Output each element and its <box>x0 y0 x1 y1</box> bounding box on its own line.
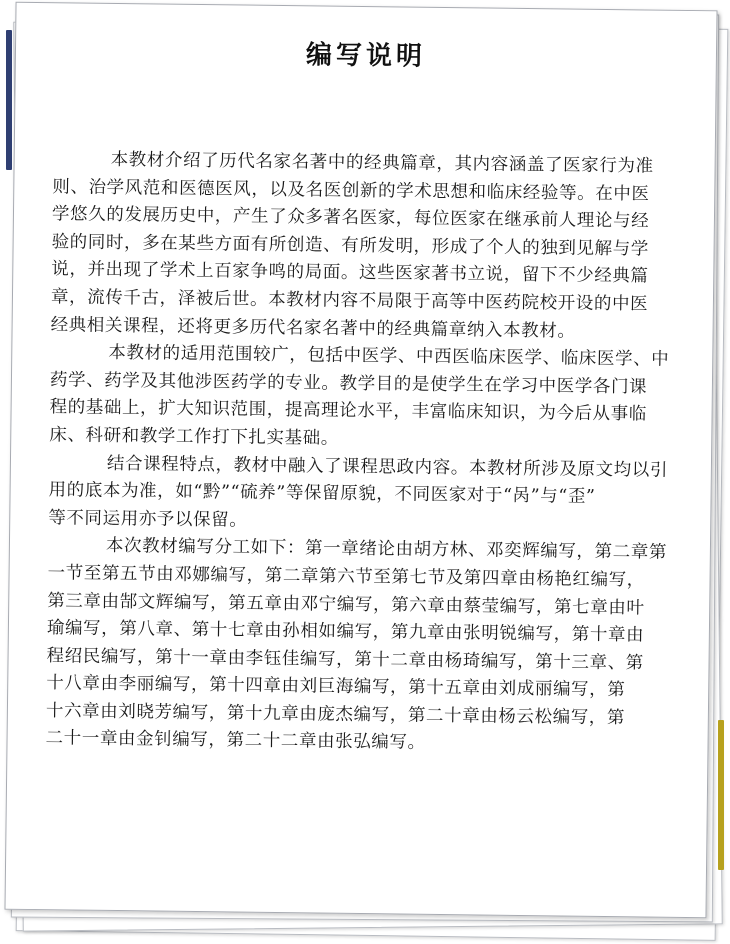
book-cover-edge-left <box>6 30 12 170</box>
text-line: 瑜编写，第八章、第十七章由孙相如编写，第九章由张明锐编写，第十章由 <box>46 618 645 646</box>
text-line: 经典相关课程，还将更多历代名家名著中的经典篇章纳入本教材。 <box>50 314 576 342</box>
text-line: 十八章由李丽编写，第十四章由刘巨海编写，第十五章由刘成丽编写，第 <box>46 673 626 701</box>
text-line: 程绍民编写，第十一章由李钰佳编写，第十二章由杨琦编写，第十三章、第 <box>46 645 644 674</box>
text-line: 则、治学风范和医德医风，以及名医创新的学术思想和临床经验等。在中医 <box>52 176 650 205</box>
document-page <box>4 2 717 919</box>
text-line: 药学、药学及其他涉医药学的专业。教学目的是使学生在学习中医学各门课 <box>49 369 648 398</box>
text-line: 床、科研和教学工作打下扎实基础。 <box>49 425 339 449</box>
text-line: 本教材介绍了历代名家名著中的经典篇章，其内容涵盖了医家行为准 <box>110 149 654 177</box>
text-line: 学悠久的发展历史中，产生了众多著名医家，每位医家在继承前人理论与经 <box>51 204 650 232</box>
page-title: 编写说明 <box>305 40 427 72</box>
text-line: 本次教材编写分工如下：第一章绪论由胡方林、邓奕辉编写，第二章第 <box>105 536 668 564</box>
text-line: 用的底本为准，如“黔”“硫养”等保留原貌，不同医家对于“呙”与“歪” <box>48 480 596 507</box>
text-line: 十六章由刘晓芳编写，第十九章由庞杰编写，第二十章由杨云松编写，第 <box>45 701 626 729</box>
text-line: 第三章由郜文辉编写，第五章由邓宁编写，第六章由蔡莹编写，第七章由叶 <box>47 590 645 618</box>
text-line: 一节至第五节由邓娜编写，第二章第六节至第七节及第四章由杨艳红编写， <box>47 563 645 591</box>
text-line: 章，流传千古，泽被后世。本教材内容不局限于高等中医药院校开设的中医 <box>50 287 649 315</box>
text-line: 等不同运用亦予以保留。 <box>48 507 248 531</box>
text-line: 结合课程特点，教材中融入了课程思政内容。本教材所涉及原文均以引 <box>106 453 669 481</box>
text-line: 程的基础上，扩大知识范围，提高理论水平，丰富临床知识，为今后从事临 <box>49 397 648 425</box>
document-body <box>45 146 684 761</box>
text-line: 说，并出现了学术上百家争鸣的局面。这些医家著书立说，留下不少经典篇 <box>51 259 649 287</box>
text-line: 二十一章由金钊编写，第二十二章由张弘编写。 <box>45 728 426 754</box>
book-cover-edge-right <box>718 720 724 870</box>
text-line: 验的同时，多在某些方面有所创造、有所发明，形成了个人的独到见解与学 <box>51 231 650 260</box>
text-line: 本教材的适用范围较广，包括中医学、中西医临床医学、临床医学、中 <box>108 343 670 370</box>
